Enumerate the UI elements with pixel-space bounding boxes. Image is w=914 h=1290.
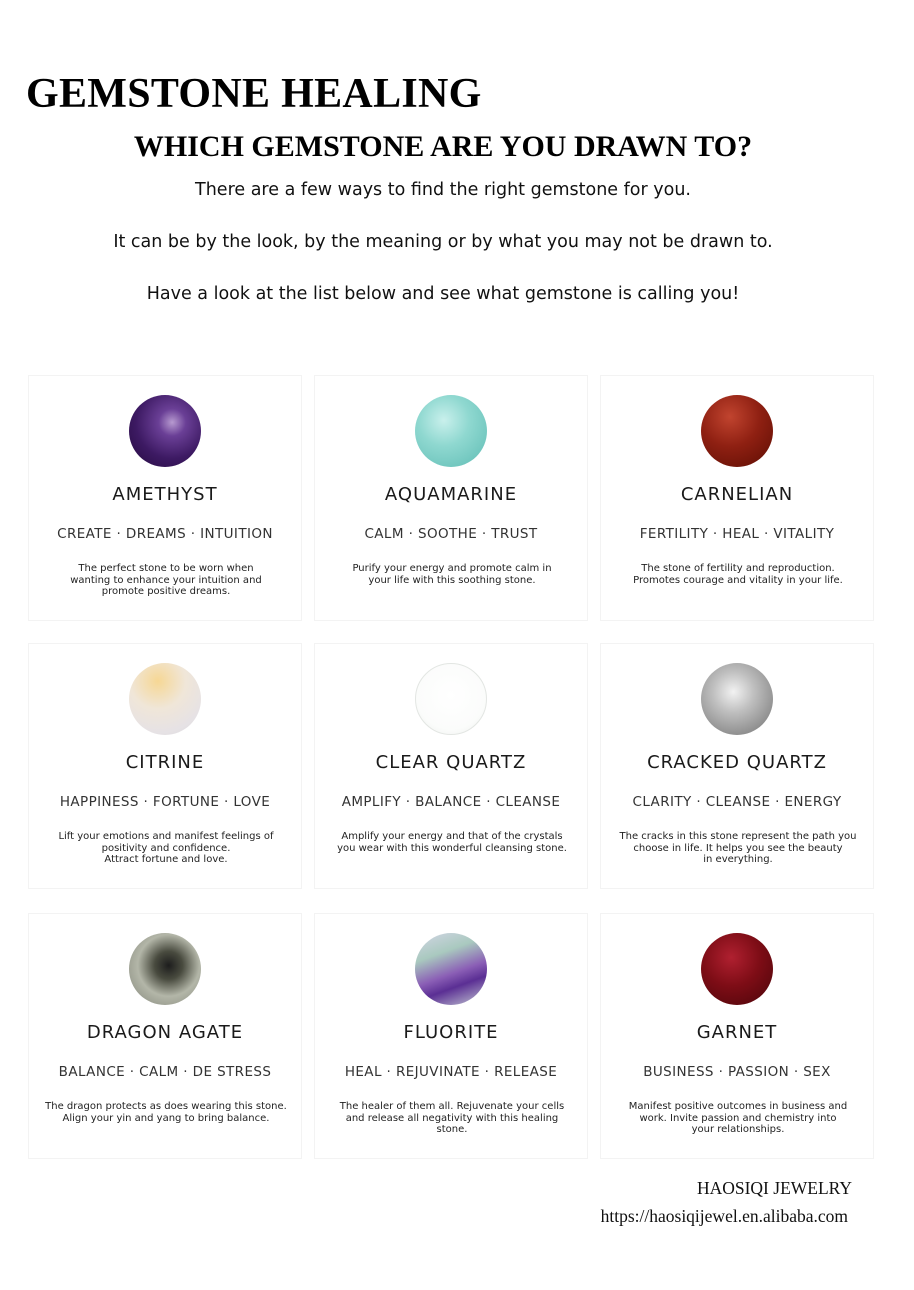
gemstone-description: The dragon protects as does wearing this stone. Align your yin and yang to bring balance. [45,1101,287,1124]
gemstone-name: DRAGON AGATE [86,1022,244,1043]
gemstone-card [314,643,588,889]
gemstone-name: AMETHYST [112,484,218,505]
gemstone-card [600,643,874,889]
gemstone-card [600,375,874,621]
gemstone-card [28,375,302,621]
clear-quartz-bead-icon [415,663,487,735]
gemstone-card [28,913,302,1159]
brand-name: HAOSIQI JEWELRY [696,1178,852,1198]
gemstone-name: CITRINE [125,752,205,773]
gemstone-keywords: AMPLIFY · BALANCE · CLEANSE [341,794,561,810]
gemstone-description: Lift your emotions and manifest feelings of positivity and confidence. Attract fortune and love. [58,831,274,865]
gemstone-keywords: CALM · SOOTHE · TRUST [364,526,538,542]
carnelian-bead-icon [701,395,773,467]
gemstone-keywords: CLARITY · CLEANSE · ENERGY [632,794,842,810]
page-subtitle: WHICH GEMSTONE ARE YOU DRAWN TO? [133,130,753,163]
gemstone-card [600,913,874,1159]
gemstone-keywords: BALANCE · CALM · DE STRESS [58,1064,272,1080]
gemstone-keywords: BUSINESS · PASSION · SEX [643,1064,831,1080]
brand-url[interactable]: https://haosiqijewel.en.alibaba.com [600,1206,848,1226]
garnet-bead-icon [701,933,773,1005]
citrine-bead-icon [129,663,201,735]
gemstone-description: The cracks in this stone represent the path you choose in life. It helps you see the beauty in everything. [619,831,857,865]
gemstone-name: CLEAR QUARTZ [375,752,527,773]
gemstone-name: CRACKED QUARTZ [647,752,827,773]
gemstone-description: Manifest positive outcomes in business and work. Invite passion and chemistry into your relationships. [628,1101,848,1135]
cracked-quartz-bead-icon [701,663,773,735]
gemstone-card [28,643,302,889]
intro-line: Have a look at the list below and see what gemstone is calling you! [146,284,740,304]
gemstone-description: The stone of fertility and reproduction. Promotes courage and vitality in your life. [633,563,843,586]
intro-line: It can be by the look, by the meaning or by what you may not be drawn to. [113,232,773,252]
gemstone-keywords: HEAL · REJUVINATE · RELEASE [344,1064,558,1080]
gemstone-keywords: CREATE · DREAMS · INTUITION [57,526,273,542]
gemstone-card [314,913,588,1159]
dragon-agate-bead-icon [129,933,201,1005]
amethyst-bead-icon [129,395,201,467]
gemstone-name: GARNET [696,1022,778,1043]
gemstone-card [314,375,588,621]
aquamarine-bead-icon [415,395,487,467]
gemstone-description: Purify your energy and promote calm in your life with this soothing stone. [352,563,552,586]
gemstone-description: Amplify your energy and that of the crystals you wear with this wonderful cleansing stone. [337,831,567,854]
gemstone-description: The perfect stone to be worn when wanting to enhance your intuition and promote positive dreams. [70,563,262,597]
page-title: GEMSTONE HEALING [26,71,482,117]
gemstone-name: FLUORITE [403,1022,499,1043]
intro-line: There are a few ways to find the right gemstone for you. [195,180,691,200]
gemstone-keywords: FERTILITY · HEAL · VITALITY [639,526,835,542]
gemstone-name: AQUAMARINE [384,484,518,505]
gemstone-name: CARNELIAN [680,484,794,505]
fluorite-bead-icon [415,933,487,1005]
gemstone-keywords: HAPPINESS · FORTUNE · LOVE [59,794,271,810]
gemstone-description: The healer of them all. Rejuvenate your cells and release all negativity with this healing stone. [339,1101,565,1135]
